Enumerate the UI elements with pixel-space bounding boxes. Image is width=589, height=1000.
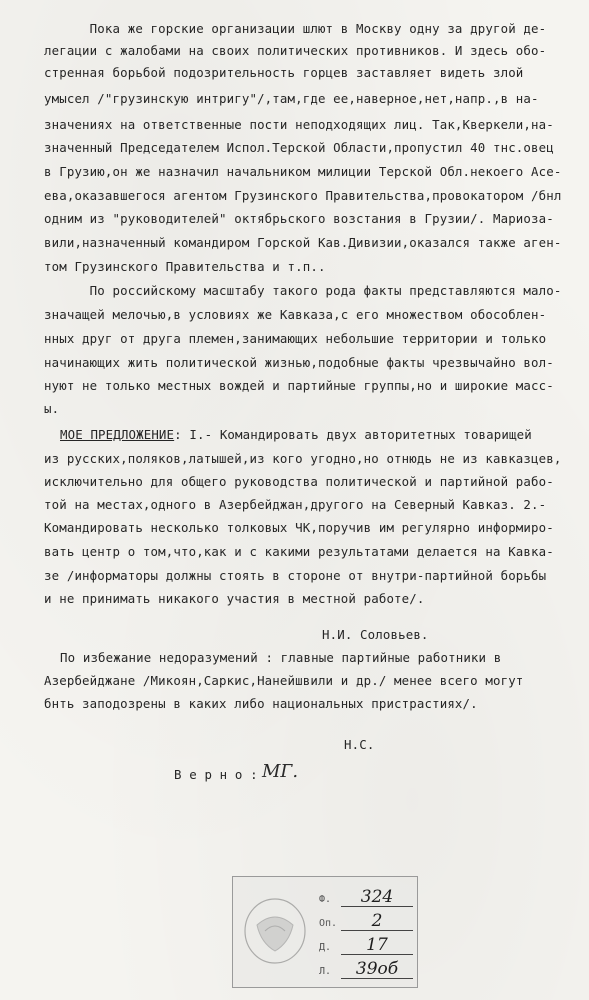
text-line: начинающих жить политической жизнью,подобные факты чрезвычайно вол-	[44, 355, 554, 370]
handwritten-signature: МГ.	[262, 761, 299, 782]
proposal-heading: МОЕ ПРЕДЛОЖЕНИЕ: I.- Командировать двух авторитетных товарищей	[60, 427, 532, 442]
text-line: вать центр о том,что,как и с какими результатами делается на Кавка-	[44, 544, 554, 559]
text-line: вили,назначенный командиром Горской Кав.Дивизии,оказался также аген-	[44, 235, 562, 250]
text-line: ева,оказавшегося агентом Грузинского Правительства,провокатором /бнл	[44, 188, 562, 203]
stamp-value: 17	[341, 936, 413, 955]
text-line: Пока же горские организации шлют в Москву одну за другой де-	[44, 21, 547, 36]
text-line: значащей мелочью,в условиях же Кавказа,с его множеством обособлен-	[44, 307, 547, 322]
text-line: из русских,поляков,латышей,из кого угодно,но отнюдь не из кавказцев,	[44, 451, 562, 466]
text-line: зе /информаторы должны стоять в стороне от внутри-партийной борьбы	[44, 568, 547, 583]
emblem-icon	[239, 891, 311, 969]
stamp-label: Л.	[319, 966, 332, 977]
text-line: По российскому масштабу такого рода факты представляются мало-	[44, 283, 562, 298]
text-line: По избежание недоразумений : главные партийные работники в	[60, 650, 502, 665]
stamp-value: 324	[341, 888, 413, 907]
stamp-label: Д.	[319, 942, 332, 953]
text-line: Азербейджане /Микоян,Саркис,Нанейшвили и др./ менее всего могут	[44, 673, 524, 688]
stamp-value: 2	[341, 912, 413, 931]
text-line: нных друг от друга племен,занимающих небольшие территории и только	[44, 331, 547, 346]
stamp-row-list	[319, 961, 415, 981]
stamp-label: Оп.	[319, 918, 338, 929]
text-line: умысел /"грузинскую интригу"/,там,где ее,наверное,нет,напр.,в на-	[44, 91, 539, 106]
certification-label: В е р н о :	[174, 767, 258, 782]
text-line: исключительно для общего руководства политической и партийной рабо-	[44, 474, 554, 489]
stamp-row-delo	[319, 937, 415, 957]
text-line: нуют не только местных вождей и партийные группы,но и широкие масс-	[44, 378, 554, 393]
proposal-heading-text: МОЕ ПРЕДЛОЖЕНИЕ	[60, 427, 175, 442]
stamp-row-opis	[319, 913, 415, 933]
text-line: той на местах,одного в Азербейджан,другого на Северный Кавказ. 2.-	[44, 497, 547, 512]
text-line: значенный Председателем Испол.Терской Области,пропустил 40 тнс.овец	[44, 140, 554, 155]
text-line: стренная борьбой подозрительность горцев заставляет видеть злой	[44, 65, 524, 80]
text-line: в Грузию,он же назначил начальником милиции Терской Обл.некоего Асе-	[44, 164, 562, 179]
text-line: Командировать несколько толковых ЧК,поручив им регулярно информиро-	[44, 520, 554, 535]
text-line: ы.	[44, 401, 60, 416]
text-line: легации с жалобами на своих политических противников. И здесь обо-	[44, 43, 547, 58]
text-line: одним из "руководителей" октябрьского возстания в Грузии/. Мариоза-	[44, 211, 554, 226]
stamp-label: Ф.	[319, 894, 332, 905]
archive-stamp	[232, 876, 418, 988]
initials: Н.С.	[344, 737, 375, 752]
text-line: и не принимать никакого участия в местной работе/.	[44, 591, 425, 606]
text-line: значениях на ответственные пости неподходящих лиц. Так,Кверкели,на-	[44, 117, 554, 132]
author-signature: Н.И. Соловьев.	[322, 627, 429, 642]
stamp-row-fond	[319, 889, 415, 909]
text-line: бнть заподозрены в каких либо национальных пристрастиях/.	[44, 696, 478, 711]
stamp-value: 39об	[341, 960, 413, 979]
proposal-line	[60, 428, 532, 442]
text-line: том Грузинского Правительства и т.п..	[44, 259, 326, 274]
